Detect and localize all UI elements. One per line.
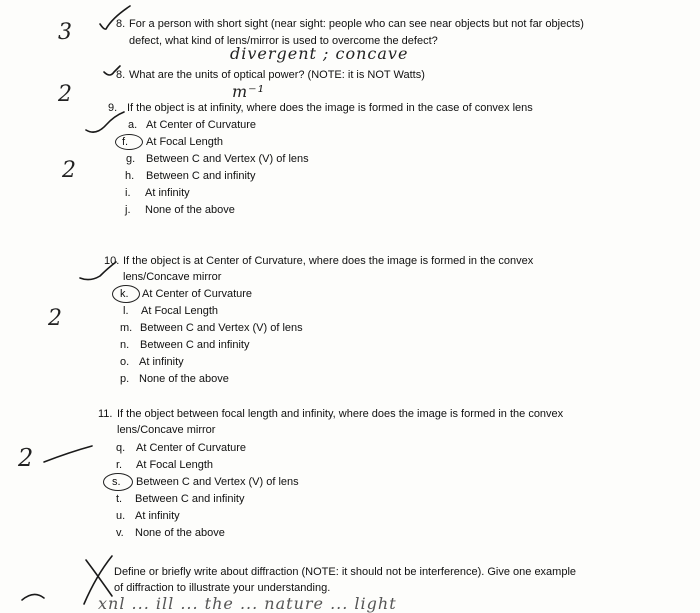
q8-question-line1: For a person with short sight (near sight: people who can see near objects but not far objects) (129, 18, 584, 30)
check-mark-icon (80, 262, 116, 280)
q10-question-line1: If the object is at Center of Curvature, where does the image is formed in the convex (123, 255, 534, 267)
score-q11: 2 (18, 444, 35, 472)
q11-option-letter: s. (112, 476, 121, 488)
q9-option-letter: f. (122, 136, 129, 148)
check-mark-icon (44, 446, 92, 462)
q10-option-text: Between C and Vertex (V) of lens (140, 322, 303, 334)
q10-question-line2: lens/Concave mirror (123, 271, 222, 283)
q11-option-letter: q. (116, 442, 126, 454)
q9-number: 9. (108, 102, 118, 114)
q9-option-text: At Center of Curvature (146, 119, 257, 131)
score-q-units: 2 (58, 82, 73, 107)
q10-option-text: Between C and infinity (140, 339, 250, 351)
q-units-number: 8. (116, 69, 126, 81)
q12-handwritten-answer: xnl ... ill ... the ... nature ... light (98, 594, 397, 613)
q10-option-letter: o. (120, 356, 130, 368)
score-q10: 2 (48, 306, 63, 331)
q11-option-text: At Focal Length (136, 459, 214, 471)
q11-option-letter: u. (116, 510, 126, 522)
q9-option-letter: a. (128, 119, 138, 131)
q8-handwritten-answer: divergent ; concave (230, 44, 409, 63)
q9-option-letter: g. (126, 153, 136, 165)
q9-option-text: Between C and infinity (146, 170, 256, 182)
q9-option-text: At Focal Length (146, 136, 224, 148)
q9-question: If the object is at infinity, where does the image is formed in the case of convex lens (127, 102, 533, 114)
q12-question-line2: of diffraction to illustrate your understanding. (114, 582, 331, 594)
q10-option-text: None of the above (139, 373, 229, 385)
q12-question-line1: Define or briefly write about diffraction (NOTE: it should not be interference). Give one example (114, 566, 577, 578)
check-mark-icon (100, 6, 130, 29)
q10-option-letter: k. (120, 288, 129, 300)
q9-option-text: None of the above (145, 204, 235, 216)
q10-option-letter: n. (120, 339, 130, 351)
q-units-handwritten-answer: m⁻¹ (232, 82, 266, 101)
q-units-question: What are the units of optical power? (NOTE: it is NOT Watts) (129, 69, 425, 81)
q10-option-letter: l. (123, 305, 129, 317)
score-q9: 2 (62, 158, 77, 183)
q11-number: 11. (98, 408, 113, 420)
q9-option-letter: j. (125, 204, 131, 216)
check-mark-icon (104, 66, 120, 75)
q11-option-letter: v. (116, 527, 124, 539)
q11-option-letter: t. (116, 493, 123, 505)
q9-option-text: Between C and Vertex (V) of lens (146, 153, 309, 165)
q11-option-letter: r. (116, 459, 123, 471)
q10-number: 10. (104, 255, 120, 267)
q10-option-text: At Center of Curvature (142, 288, 253, 300)
score-q8: 3 (58, 20, 73, 45)
q9-option-letter: h. (125, 170, 135, 182)
score-mark-icon (22, 594, 44, 600)
check-mark-icon (86, 112, 124, 132)
q11-option-text: Between C and infinity (135, 493, 245, 505)
q11-question-line2: lens/Concave mirror (117, 424, 216, 436)
q10-option-text: At infinity (139, 356, 184, 368)
q8-number: 8. (116, 18, 126, 30)
q10-option-letter: m. (120, 322, 133, 334)
q11-option-text: None of the above (135, 527, 225, 539)
q10-option-letter: p. (120, 373, 130, 385)
q9-option-text: At infinity (145, 187, 190, 199)
q9-option-letter: i. (125, 187, 131, 199)
q10-option-text: At Focal Length (141, 305, 219, 317)
q11-option-text: At Center of Curvature (136, 442, 247, 454)
q11-option-text: Between C and Vertex (V) of lens (136, 476, 299, 488)
q8-question-line2: defect, what kind of lens/mirror is used to overcome the defect? (129, 35, 438, 47)
q11-option-text: At infinity (135, 510, 180, 522)
q11-question-line1: If the object between focal length and infinity, where does the image is formed in the convex (117, 408, 564, 420)
